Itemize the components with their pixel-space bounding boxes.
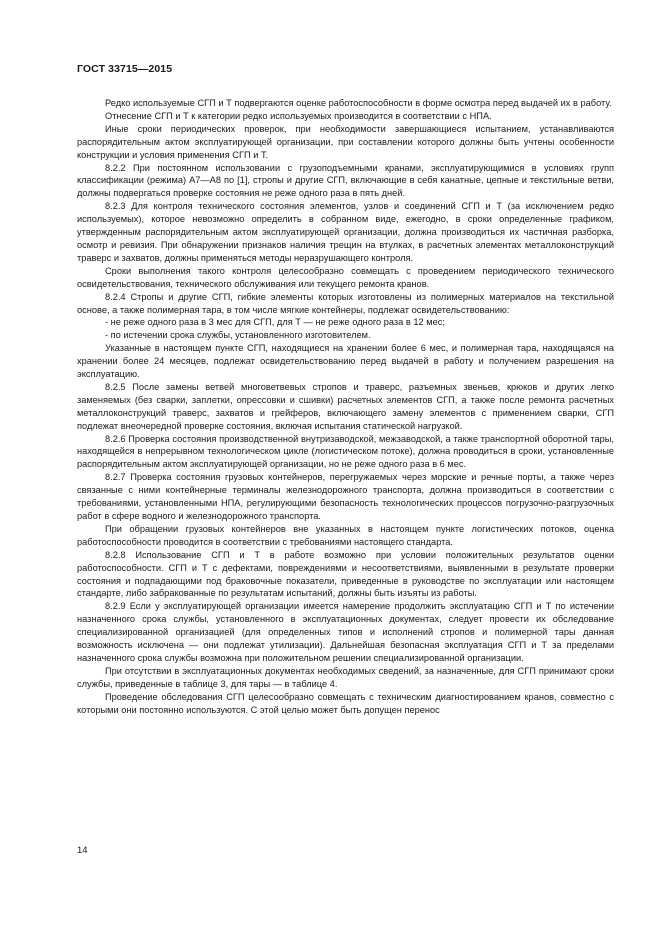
paragraph: Указанные в настоящем пункте СГП, находящиеся на хранении более 6 мес, и полимерная тара, находящаяся на хранении более 24 месяцев, подлежат освидетельствованию перед выдачей в работу и получением разрешения на эксплуатацию. bbox=[77, 343, 614, 380]
paragraph-8-2-2: 8.2.2 При постоянном использовании с грузоподъемными кранами, эксплуатирующимися в условиях групп классификации (режима) А7—А8 по [1], стропы и другие СГП, включающие в себя канатные, цепные и текстильные ветви, должны подвергаться проверке состояния не реже одного раза в пять дней. bbox=[77, 162, 614, 199]
paragraph: Отнесение СГП и Т к категории редко используемых производится в соответствии с НПА. bbox=[105, 110, 492, 121]
paragraph-8-2-6: 8.2.6 Проверка состояния производственной внутризаводской, межзаводской, а также транспортной оборотной тары, находящейся в непрерывном технологическом цикле (логистическом потоке), должна проводиться в сроки, установленные распорядительным актом эксплуатирующей организации, но не реже одного раза в 6 мес. bbox=[77, 433, 614, 470]
paragraph-8-2-5: 8.2.5 После замены ветвей многоветвевых стропов и траверс, разъемных звеньев, крюков и других легко заменяемых (без сварки, заплетки, опрессовки и сшивки) расчетных элементов СГП, а также после ремонта расчетных металлоконструкций траверс, захватов и грейферов, включающего замену элементов с применением сварки, СГП подлежат внеочередной проверке состояния, включая испытания статической нагрузкой. bbox=[77, 381, 614, 431]
page-number: 14 bbox=[77, 845, 88, 856]
paragraph-8-2-7: 8.2.7 Проверка состояния грузовых контейнеров, перегружаемых через морские и речные порты, а также через связанные с ними контейнерные терминалы железнодорожного транспорта, должна производиться в соответствии с требованиями, установленными НПА, регулирующими безопасность технологических процессов погрузочно-разгрузочных работ в сфере водного и железнодорожного транспорта. bbox=[77, 472, 614, 521]
paragraph: При обращении грузовых контейнеров вне указанных в настоящем пункте логистических потоков, оценка работоспособности проводится в соответствии с требованиями настоящего стандарта. bbox=[77, 523, 614, 547]
list-item: - не реже одного раза в 3 мес для СГП, для Т — не реже одного раза в 12 мес; bbox=[105, 317, 445, 328]
paragraph-8-2-8: 8.2.8 Использование СГП и Т в работе возможно при условии положительных результатов оценки работоспособности. СГП и Т с дефектами, повреждениями и несоответствиями, выявленными в результате проверки состояния и подпадающими под браковочные показатели, приведенные в руководстве по эксплуатации или настоящем стандарте, либо забракованные по результатам испытаний, должны быть изъяты из работы. bbox=[77, 549, 614, 599]
paragraph: Сроки выполнения такого контроля целесообразно совмещать с проведением периодического технического освидетельствования, технического обслуживания или текущего ремонта кранов. bbox=[77, 265, 614, 289]
paragraph-8-2-9: 8.2.9 Если у эксплуатирующей организации имеется намерение продолжить эксплуатацию СГП и Т по истечении назначенного срока службы, установленного в эксплуатационных документах, следует провести их обследование специализированной организацией (для определенных типов и исполнений стропов и полимерной тары данная возможность исключена — они подлежат утилизации). Дальнейшая безопасная эксплуатация СГП и Т за пределами назначенного срока службы возможна при положительном решении специализированной организации. bbox=[77, 601, 614, 663]
paragraph-8-2-4: 8.2.4 Стропы и другие СГП, гибкие элементы которых изготовлены из полимерных материалов на текстильной основе, а также полимерная тара, в том числе мягкие контейнеры, подлежат освидетельствованию: bbox=[77, 291, 614, 315]
list-item: - по истечении срока службы, установленного изготовителем. bbox=[105, 330, 371, 341]
paragraph: Редко используемые СГП и Т подвергаются оценке работоспособности в форме осмотра перед выдачей их в работу. bbox=[105, 98, 612, 108]
document-header: ГОСТ 33715—2015 bbox=[77, 63, 173, 75]
paragraph: Иные сроки периодических проверок, при необходимости завершающиеся испытанием, устанавливаются распорядительным актом эксплуатирующей организации, при составлении которого должны быть учтены особенности конструкции и условия применения СГП и Т. bbox=[77, 123, 614, 160]
document-body bbox=[77, 97, 614, 717]
paragraph: При отсутствии в эксплуатационных документах необходимых сведений, за назначенные, для СГП принимают сроки службы, приведенные в таблице 3, для тары — в таблице 4. bbox=[77, 665, 614, 689]
paragraph: Проведение обследования СГП целесообразно совмещать с техническим диагностированием кранов, совместно с которыми они постоянно используются. С этой целью может быть допущен перенос bbox=[77, 691, 614, 715]
paragraph-8-2-3: 8.2.3 Для контроля технического состояния элементов, узлов и соединений СГП и Т (за исключением редко используемых), которое невозможно определить в собранном виде, ежегодно, в сроки определенные графиком, утвержденным распорядительным актом эксплуатирующей организации, должна производиться их частичная разборка, осмотр и ревизия. При обнаружении признаков наличия трещин на втулках, в расчетных элементах металлоконструкций траверс и захватов, должны применяться методы неразрушающего контроля. bbox=[77, 201, 614, 263]
